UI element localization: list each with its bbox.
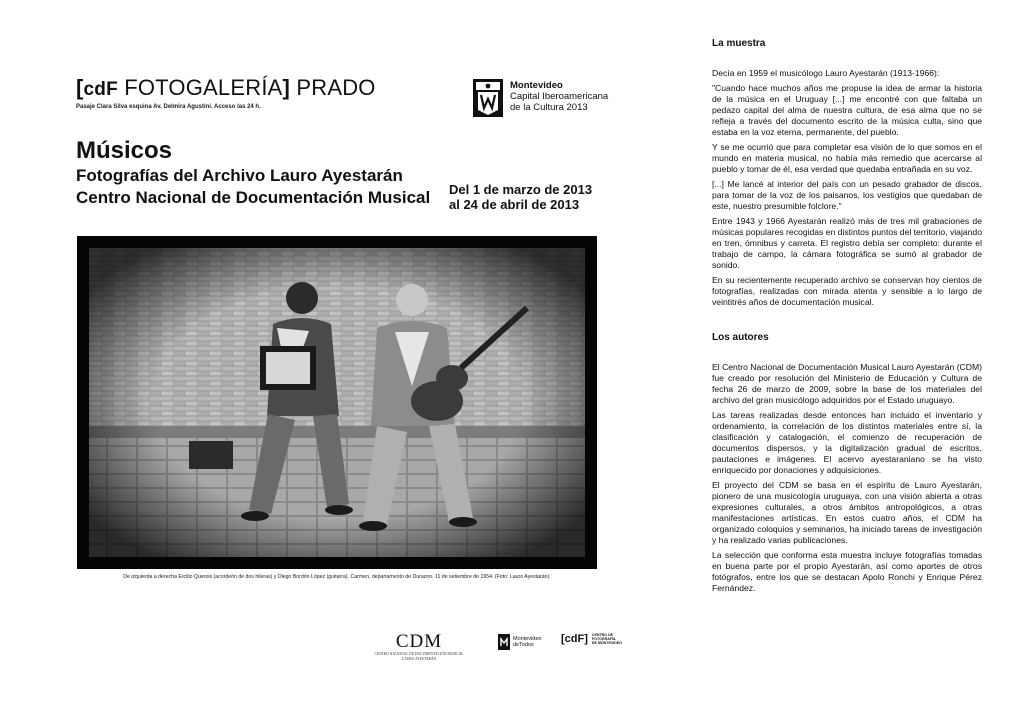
section-title-la-muestra: La muestra (712, 38, 766, 49)
paragraph: El proyecto del CDM se basa en el espíritu de Lauro Ayestarán, pionero de una musicología uruguaya, con una visión abierta a otras expresiones culturales, a otros ámbitos antropológicos, a otras manifestaciones artísticas. En estos cuatro años, el CDM ha organizado coloquios y seminarios, ha iniciado tareas de investigación y ha realizado varias publicaciones. (712, 480, 982, 545)
paragraph: [...] Me lancé al interior del país con un pesado grabador de discos, para tomar de la voz de los paisanos, los vestigios que quedaban de este, nuestro presumible folclore." (712, 179, 982, 211)
montevideo-de-todos-logo: Montevideo deTodos (498, 633, 541, 651)
exhibition-dates: Del 1 de marzo de 2013 al 24 de abril de 2013 (449, 182, 593, 212)
montevideo-capital-text: Montevideo Capital Iberoamericana de la Cultura 2013 (510, 80, 609, 113)
paragraph: Entre 1943 y 1966 Ayestarán realizó más de tres mil grabaciones de músicas populares recogidas en distintos puntos del territorio, viajando en tren, ómnibus y carreta. El registro debía ser completo: durante el trabajo de campo, la cámara fotográfica se sumó al grabador de sonido. (712, 216, 982, 270)
paragraph: Decía en 1959 el musicólogo Lauro Ayestarán (1913-1966): (712, 68, 940, 78)
section-title-los-autores: Los autores (712, 332, 769, 343)
paragraph: "Cuando hace muchos años me propuse la idea de armar la historia de la música en el Uruguay [...] me encontré con que faltaba un pedazo capital del alma de nuestra cultura, de esa alma que no se refleja a través del documento escrito de la música culta, sino que estaba en la voz eterna, permanente, del pueblo. (712, 83, 982, 137)
paragraph: El Centro Nacional de Documentación Musical Lauro Ayestarán (CDM) fue creado por resolución del Ministerio de Educación y Cultura de fecha 26 de marzo de 2009, sobre la base de los materiales del archivo del gran musicólogo adquiridos por el Estado uruguayo. (712, 362, 982, 405)
venue-address: Pasaje Clara Silva esquina Av. Delmira Agustini. Acceso las 24 h. (76, 104, 261, 110)
photo-caption: De izquierda a derecha Ercilio Querois (acordeón de dos hileras) y Diego Bordón López (guitarra). Carmen, departamento de Durazno. 11 de setiembre de 1954. (Foto: Lauro Ayestarán). (123, 574, 551, 580)
exhibition-subtitle: Fotografías del Archivo Lauro Ayestarán Centro Nacional de Documentación Musical (76, 166, 431, 207)
exhibition-title: Músicos (76, 137, 173, 164)
paragraph: La selección que conforma esta muestra incluye fotografías tomadas en buena parte por el propio Ayestarán, así como aportes de otros fotógrafos, entre los que se destacan Apolo Ronchi y Enrique Pérez Fernández. (712, 550, 982, 593)
cdf-footer-logo: [cdF] CENTRO DE FOTOGRAFÍA DE MONTEVIDEO (561, 633, 623, 646)
fotogaleria-prado-logo: [cdF FOTOGALERÍA] PRADO (76, 75, 376, 100)
montevideo-shield-icon (498, 634, 510, 650)
musicians-photograph (77, 236, 597, 569)
montevideo-capital-logo-icon (472, 78, 504, 118)
cdm-logo: CDM CENTRO NACIONAL DE DOCUMENTACIÓN MUSICAL LAURO AYESTARÁN (374, 631, 464, 661)
paragraph: Y se me ocurrió que para completar esa visión de lo que somos en el mundo en materia musical, no había más remedio que acercarse al pueblo y tomar de él, esa verdad que quedaba entrañada en su voz. (712, 142, 982, 174)
paragraph: En su recientemente recuperado archivo se conservan hoy cientos de fotografías, realizadas con mirada atenta y sensible a lo largo de veintitrés años de documentación musical. (712, 275, 982, 307)
paragraph: Las tareas realizadas desde entonces han incluido el inventario y ordenamiento, la correlación de los distintos materiales entre sí, la clasificación y catalogación, el comienzo de recuperación de documentos dispersos, y la digitalización gradual de escritos, pautaciones e imágenes. El acervo ayestaraniano se ha visto enriquecido por donaciones y adquisiciones. (712, 410, 982, 475)
poster-right-text-column (712, 38, 982, 598)
